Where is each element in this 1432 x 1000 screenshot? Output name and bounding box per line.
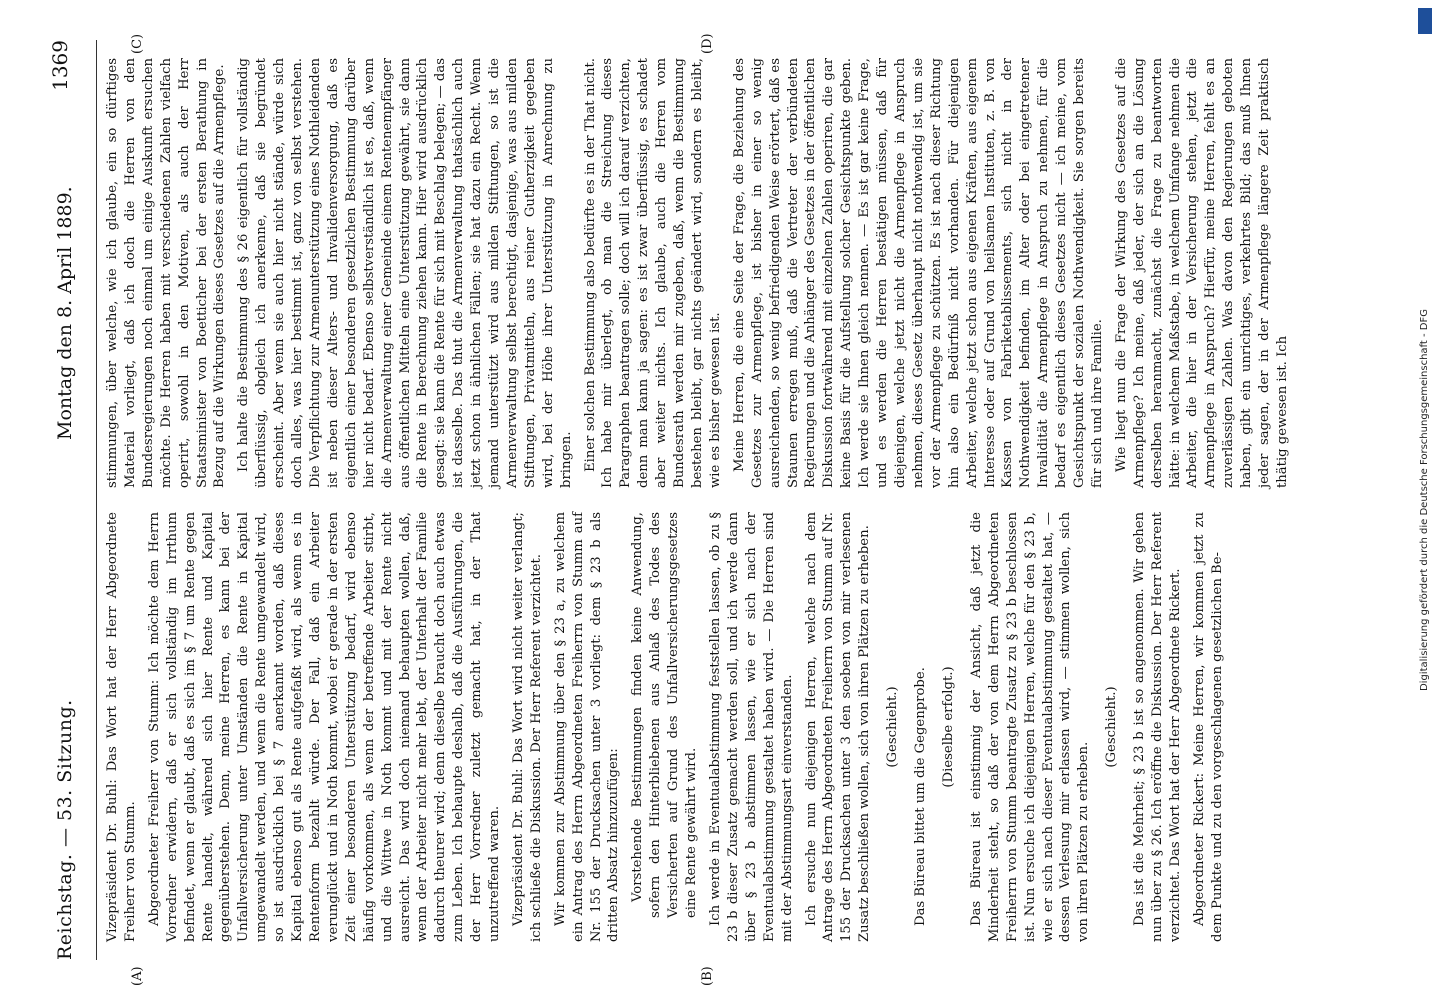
marker-b: (B) <box>700 966 715 986</box>
paragraph: Abgeordneter Freiherr von Stumm: Ich möchte dem Herrn Vorredner erwidern, daß er sich vollständig im Irrthum befindet, wenn er glaubt, daß es sich im § 7 um Rente gegen Rente handelt, während sich hier Rente und Kapital gegenüberstehen. Denn, meine Herren, es kann bei der Unfallversicherung unter Umständen die Rente in Kapital umgewandelt werden, und wenn die Rente umgewandelt wird, so ist ausdrücklich bei § 7 anerkannt worden, daß dieses Kapital ebenso gut als Rente aufgefaßt wird, als wenn es in Rentenform bezahlt würde. Der Fall, daß ein Arbeiter verunglückt und in Noth kommt, wobei er gerade in der ersten Zeit einer besonderen Unterstützung bedarf, wird ebenso häufig vorkommen, als wenn der betreffende Arbeiter stirbt, und die Wittwe in Noth kommt und mit der Rente nicht ausreicht. Das wird doch niemand behaupten wollen, daß, wenn der Arbeiter nicht mehr lebt, der Unterhalt der Familie dadurch theurer wird; denn dieselbe braucht doch auch etwas zum Leben. Ich behaupte deshalb, daß die Ausführungen, die der Herr Vorredner zuletzt gemacht hat, in der That unzutreffend waren. <box>146 512 503 942</box>
paragraph: Vizepräsident Dr. Buhl: Das Wort wird nicht weiter verlangt; ich schließe die Diskussion. Der Herr Referent verzichtet. <box>510 512 544 942</box>
header-rule <box>96 40 97 960</box>
marker-c: (C) <box>130 33 145 54</box>
paragraph: Ich ersuche nun diejenigen Herren, welche nach dem Antrage des Herrn Abgeordneten Freiherrn von Stumm auf Nr. 155 der Drucksachen unter 3 den soeben von mir verlesenen Zusatz beschließen wollen, sich von ihren Plätzen zu erheben. <box>803 512 873 942</box>
marker-d: (D) <box>700 33 715 54</box>
paragraph: Einer solchen Bestimmung also bedürfte es in der That nicht. Ich habe mir überlegt, ob man die Streichung dieses Paragraphen beantragen solle; doch will ich darauf verzichten, denn man kann ja sagen: es ist zwar überflüssig, es schadet aber weiter nichts. Ich glaube, auch die Herren vom Bundesrath werden mir zugeben, daß, wenn die Bestimmung bestehen bleibt, gar nichts geändert wird, sondern es bleibt, wie es bisher gewesen ist. <box>582 58 723 488</box>
paragraph: (Geschieht.) <box>885 686 901 768</box>
paragraph: (Dieselbe erfolgt.) <box>940 666 956 788</box>
marker-a: (A) <box>130 966 145 986</box>
paragraph: stimmungen, über welche, wie ich glaube, ein so dürftiges Material vorliegt, daß ich doch die Herren von den Bundesregierungen noch einmal um einige Auskunft ersuchen möchte. Die Herren haben mit verschiedenen Zahlen vielfach operirt, sowohl in den Motiven, als auch der Herr Staatsminister von Boetticher bei der ersten Berathung in Bezug auf die Wirkungen dieses Gesetzes auf die Armenpflege. <box>105 58 228 488</box>
right-column <box>104 58 1298 488</box>
paragraph: (Geschieht.) <box>1104 686 1120 768</box>
paragraph: Wir kommen zur Abstimmung über den § 23 a, zu welchem ein Antrag des Herrn Abgeordneten Freiherrn von Stumm auf Nr. 155 der Drucksachen unter 3 vorliegt: dem § 23 b als dritten Absatz hinzuzufügen: <box>552 512 622 942</box>
page-number: 1369 <box>48 40 72 91</box>
paragraph: Das Büreau bittet um die Gegenprobe. <box>913 667 929 926</box>
header-date: Montag den 8. April 1889. <box>54 186 76 440</box>
paragraph: Abgeordneter Rickert: Meine Herren, wir kommen jetzt zu dem Punkte und zu den vorgeschlagenen gesetzlichen Be- <box>1191 512 1225 942</box>
paragraph: Meine Herren, die eine Seite der Frage, die Beziehung des Gesetzes zur Armenpflege, ist bisher in einer so wenig ausreichenden, so wenig befriedigenden Weise erörtert, daß es Staunen erregen muß, daß die Vertreter der verbündeten Regierungen und die Anhänger des Gesetzes in der öffentlichen Diskussion fortwährend mit einzelnen Zahlen operiren, die gar keine Basis für die Aufstellung solcher Gesichtspunkte geben. Ich werde sie Ihnen gleich nennen. — Es ist gar keine Frage, und es werden die Herren bestätigen müssen, daß für diejenigen, welche jetzt nicht die Armenpflege in Anspruch nehmen, dieses Gesetz überhaupt nicht nothwendig ist, um sie vor der Armenpflege zu schützen. Es ist nach dieser Richtung hin also ein Bedürfniß nicht vorhanden. Für diejenigen Arbeiter, welche jetzt schon aus eigenen Kräften, aus eigenem Interesse oder auf Grund von heilsamen Instituten, z. B. von Kassen von Fabriketablissements, sich nicht in der Nothwendigkeit befinden, im Alter oder bei eingetretener Invalidität die Armenpflege in Anspruch zu nehmen, für die bedarf es eigentlich dieses Gesetzes nicht — ich meine, vom Gesichtspunkt der sozialen Nothwendigkeit. Sie sorgen bereits für sich und ihre Familie. <box>731 58 1105 488</box>
paragraph: Vizepräsident Dr. Buhl: Das Wort hat der Herr Abgeordnete Freiherr von Stumm. <box>105 512 138 942</box>
header-left: Reichstag. — 53. Sitzung. <box>54 699 76 960</box>
paragraph: Das Büreau ist einstimmig der Ansicht, daß jetzt die Minderheit steht, so daß der von dem Herrn Abgeordneten Freiherrn von Stumm beantragte Zusatz zu § 23 b beschlossen ist. Nun ersuche ich diejenigen Herren, welche für den § 23 b, wie er sich nach dieser Eventualabstimmung gestaltet hat, — dessen Verlesung mir erlassen wird, — stimmen wollen, sich von ihren Plätzen zu erheben. <box>968 512 1092 942</box>
page-header <box>48 40 88 960</box>
left-column <box>104 512 1233 942</box>
paragraph: Ich halte die Bestimmung des § 26 eigentlich für vollständig überflüssig, obgleich ich anerkenne, daß sie begründet erscheint. Aber wenn sie auch hier nicht stände, würde sich doch alles, was hier bestimmt ist, ganz von selbst verstehen. Die Verpflichtung zur Armenunterstützung eines Nothleidenden ist neben dieser Alters- und Invalidenversorgung, daß es eigentlich einer besonderen gesetzlichen Bestimmung darüber hier nicht bedarf. Ebenso selbstverständlich ist es, daß, wenn die Armenverwaltung einer Gemeinde einem Rentenempfänger aus öffentlichen Mitteln eine Unterstützung gewährt, sie dann die Rente in Berechnung ziehen kann. Hier wird ausdrücklich gesagt: sie kann die Rente für sich mit Beschlag belegen; — das ist dasselbe. Das thut die Armenverwaltung thatsächlich auch jetzt schon in ähnlichen Fällen; sie hat dazu ein Recht. Wenn jemand unterstützt wird aus milden Stiftungen, so ist die Armenverwaltung selbst berechtigt, dasjenige, was aus milden Stiftungen, Privatmitteln, aus reiner Gutherzigkeit gegeben wird, bei der Höhe ihrer Unterstützung in Anrechnung zu bringen. <box>236 58 574 488</box>
paragraph: Das ist die Mehrheit; § 23 b ist so angenommen. Wir gehen nun über zu § 26. Ich eröffne die Diskussion. Der Herr Referent verzichtet. Das Wort hat der Herr Abgeordnete Rickert. <box>1132 512 1183 942</box>
paragraph: Wie liegt nun die Frage der Wirkung des Gesetzes auf die Armenpflege? Ich meine, daß jeder, der sich an die Lösung derselben heranmacht, zunächst die Frage zu beantworten hätte: in welchem Maßstabe, in welchem Umfange nehmen die Arbeiter, die hier in der Versicherung stehen, jetzt die Armenpflege in Anspruch? Hierfür, meine Herren, fehlt es an zuverlässigen Zahlen. Was davon den Regierungen geboten haben, gibt ein unrichtiges, verkehrtes Bild; das muß Ihnen jeder sagen, der in der Armenpflege längere Zeit praktisch thätig gewesen ist. Ich <box>1113 58 1290 488</box>
paragraph: Ich werde in Eventualabstimmung feststellen lassen, ob zu § 23 b dieser Zusatz gemacht werden soll, und ich werde dann über § 23 b abstimmen lassen, wie er sich nach der Eventualabstimmung gestaltet haben wird. — Die Herren sind mit der Abstimmungsart einverstanden. <box>708 512 795 942</box>
dfg-sidebar-text: Digitalisierung gefördert durch die Deutsche Forschungsgemeinschaft - DFG <box>1419 309 1430 692</box>
paragraph: Vorstehende Bestimmungen finden keine Anwendung, sofern den Hinterbliebenen aus Anlaß des Todes des Versicherten auf Grund des Unfallversicherungsgesetzes eine Rente gewährt wird. <box>630 512 700 918</box>
